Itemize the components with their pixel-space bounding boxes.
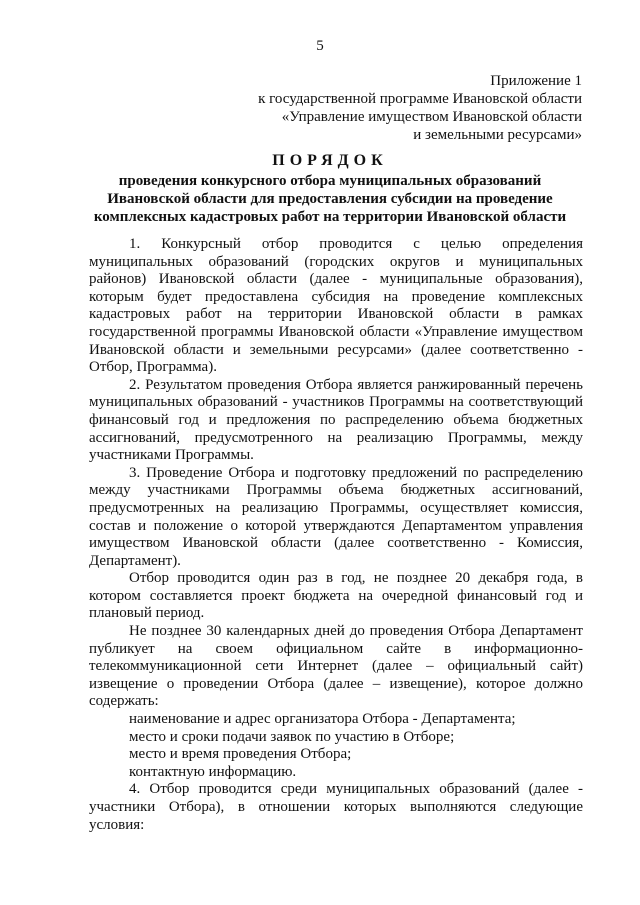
subtitle-line: комплексных кадастровых работ на территории Ивановской области <box>93 209 567 225</box>
appendix-line: к государственной программе Ивановской области <box>258 91 582 107</box>
paragraph-notice: Не позднее 30 календарных дней до проведения Отбора Департамент публикует на своем официальном сайте в информационно-телекоммуникационной сети Интернет (далее – официальный сайт) извещение о проведении Отбора (далее – извещение), которое должно содержать: <box>89 623 583 710</box>
paragraph-3: 3. Проведение Отбора и подготовку предложений по распределению между участниками Программы объема бюджетных ассигнований, предусмотренных на реализацию Программы, осуществляет комиссия, состав и положение о которой утверждаются Департаментом управления имуществом Ивановской области (далее соответственно - Комиссия, Департамент). <box>89 464 583 569</box>
paragraph-1: 1. Конкурсный отбор проводится с целью определения муниципальных образований (городских округов и муниципальных районов) Ивановской области (далее - муниципальные образования), которым будет предоставлена субсидия на проведение комплексных кадастровых работ на территории Ивановской области в рамках государственной программы Ивановской области «Управление имуществом Ивановской области и земельными ресурсами» (далее соответственно - Отбор, Программа). <box>89 236 583 376</box>
subtitle-line: Ивановской области для предоставления субсидии на проведение <box>107 191 553 207</box>
notice-list-item: наименование и адрес организатора Отбора - Департамента; <box>129 711 516 728</box>
paragraph-4: 4. Отбор проводится среди муниципальных образований (далее - участники Отбора), в отношении которых выполняются следующие условия: <box>89 781 583 833</box>
notice-list-item: место и время проведения Отбора; <box>129 746 352 763</box>
paragraph-2: 2. Результатом проведения Отбора является ранжированный перечень муниципальных образований - участников Программы на соответствующий финансовый год и предложения по распределению объема бюджетных ассигнований, предусмотренного на реализацию Программы, между участниками Программы. <box>89 376 583 464</box>
notice-list-item: место и сроки подачи заявок по участию в Отборе; <box>129 728 455 745</box>
appendix-line: Приложение 1 <box>490 73 582 89</box>
appendix-line: и земельными ресурсами» <box>413 127 582 143</box>
document-title: ПОРЯДОК <box>272 152 388 169</box>
subtitle-line: проведения конкурсного отбора муниципальных образований <box>118 173 542 189</box>
page-number: 5 <box>316 38 324 54</box>
appendix-reference <box>258 72 582 144</box>
document-body <box>89 236 583 834</box>
document-title-block <box>80 150 580 226</box>
notice-list-item: контактную информацию. <box>129 763 297 780</box>
appendix-line: «Управление имуществом Ивановской области <box>281 109 582 125</box>
paragraph-schedule: Отбор проводится один раз в год, не позднее 20 декабря года, в котором составляется проект бюджета на очередной финансовый год и плановый период. <box>89 570 583 622</box>
document-subtitle <box>80 172 580 226</box>
